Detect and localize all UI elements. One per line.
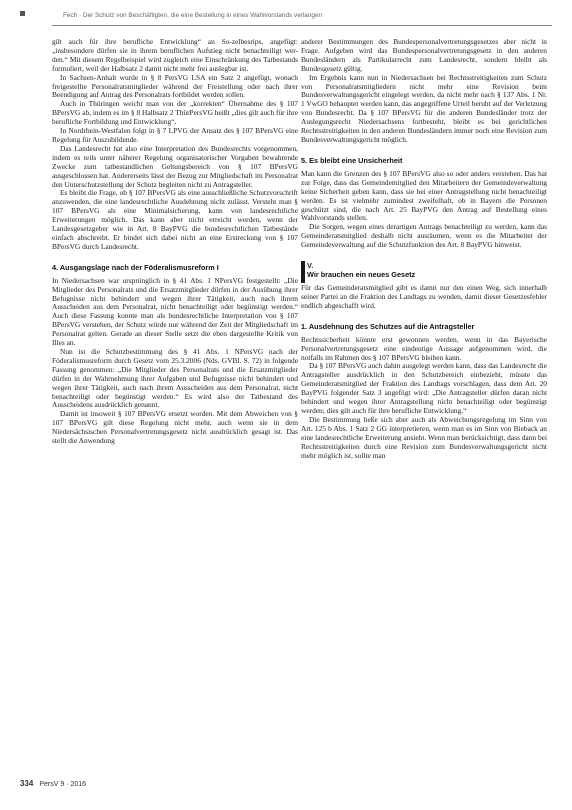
paragraph: Nun ist die Schutzbestimmung des § 41 Abs. 1 NPersVG nach der Föderalismusreform durch Gesetz vom 25.3.2006 (Nds. GVBl. S. 72) in folgende Fassung genommen: „Die Mitglieder des Personalrats und die Ersatzmitglieder dürfen in der Wahrnehmung ihrer Aufgaben und Befugnisse nicht behindert und wegen ihrer Tätigkeit, auch nach ihrem Ausscheiden aus dem Personalrat, nicht benachteiligt oder begünstigt werden.“ Es wird also der Tatbestand des Ausscheidens ausdrücklich genannt. [52,347,298,410]
left-column [52,38,298,772]
paragraph: In Nordrhein-Westfalen folgt in § 7 LPVG der Ansatz des § 107 BPersVG eine Regelung für Auszubildende. [52,126,298,144]
chapter-number: V. [307,261,314,271]
page-footer [20,779,320,791]
paragraph: Es bleibt die Frage, ob § 107 BPersVG als eine ausschließliche Schutzvorschrift anzuwenden, die eine landesrechtliche Ausdehnung nicht zulässt. Versteht man § 107 BPersVG als eine Minimalsicherung, kann von landesrechtliche Erweiterungen möglich. Das kann aber nicht erreicht werden, wenn der Landesgesetzgeber wie in Art. 8 BayPVG die bundesrechtlichen Tatbestände einfach abschreibt. Er bindet sich dabei nicht an eine Erstreckung von § 107 BPersVG durch Landesrecht. [52,188,298,251]
paragraph: Die Bestimmung ließe sich aber auch als Abweichungsregelung im Sinn von Art. 125 b Abs. 1 Satz 2 GG interpretieren, wenn man es im Sinn von Bieback an eine landesrechtliche Erweiterung ansieht. Wenn man berücksichtigt, dass dann bei Rechtsstreitigkeiten durch eine Revision zum Bundesverwaltungsgericht nicht mehr möglich ist, sollte man [301,414,547,460]
chapter-heading [301,261,547,279]
paragraph: Damit ist insoweit § 107 BPersVG ersetzt worden. Mit dem Abweichen von § 107 BPersVG gilt diese Regelung nicht mehr, auch wenn sie in dem Niedersächsischen Personalvertretungsgesetz nicht ausdrücklich gesagt ist. Das stellt die Anwendung [52,409,298,446]
running-header [20,11,540,23]
paragraph: In Niedersachsen war ursprünglich in § 41 Abs. 1 NPersVG festgestellt: „Die Mitglieder des Personalrats und die Ersatzmitglieder dürfen in der Ausübung ihrer Befugnisse nicht behindert und wegen ihrer Tätigkeit, auch nach ihrem Ausscheiden aus dem Personalrat, nicht benachteiligt oder begünstigt werden.“ Auch diese Fassung konnte man als bundesrechtliche Interpretation von § 107 BPersVG verstehen, der Schutz würde nur während der Zeit der Mitgliedschaft im Personalrat gelten. Gerade an dieser Stelle setzt die eben dargestellte Kritik von Illes an. [52,275,298,348]
paragraph: Im Ergebnis kann nun in Niedersachsen bei Rechtsstreitigkeiten zum Schutz von Personalratsmitgliedern nicht mehr eine Revision beim Bundesverwaltungsgericht eingelegt werden, da nicht mehr nach § 137 Abs. 1 Nr. 1 VwGO behauptet werden kann, das angegriffene Urteil beruht auf der Verletzung von Bundesrecht. Da § 107 BPersVG für die anderen Bundesländer trotz der Auslegungsrecht Niedersachsens fortbesteht, bleibt es bei gerichtlichen Rechtsstreitigkeiten in den anderen Bundesländern immer noch eine Revision zum Bundesverwaltungsgericht möglich. [301,72,547,144]
header-square-icon [20,11,25,16]
right-column [301,38,547,772]
paragraph: Da § 107 BPersVG auch dahin ausgelegt werden kann, dass das Landesrecht die Antragsteller ausdrücklich in den Schutzbereich einbezieht, müsste das Gemeinderatsmitglied der Fraktion des Landtags vorschlagen, dass dem Art. 20 BayPVG folgender Satz 3 angefügt wird: „Die Antragsteller dürfen daran nicht behindert und wegen ihrer Antragstellung nicht benachteiligt oder begünstigt werden; dies gilt auch für ihre berufliche Entwicklung.“ [301,361,547,415]
chapter-heading-bar [301,261,305,283]
paragraph: In Sachsen-Anhalt wurde in § 8 PersVG LSA ein Satz 2 angefügt, wonach freigestellte Personalratsmitglieder während der Freistellung oder nach ihrer Beendigung auf Antrag des Personalrats fortbildet werden sollen. [52,72,298,100]
page-number: 334 [20,779,34,788]
header-rule [52,25,552,26]
paragraph: Auch in Thüringen weicht man von der „korrekten“ Übernahme des § 107 BPersVG ab, indem es im § 8 Halbsatz 2 ThürPersVG heißt „dies gilt auch für ihre berufliche Fortbildung und Entwicklung“. [52,99,298,127]
paragraph: anderer Bestimmungen des Bundespersonalvertretungsgesetzes aber nicht in Frage. Aufgeben wird das Bundespersonalvertretungsgesetz in den anderen Bundesländern als Partikularrecht zum Landesrecht, sondern bleibt als Bundesgesetz gültig. [301,38,547,73]
paragraph: Man kann die Grenzen des § 107 BPersVG also so oder anders verstehen. Das hat zur Folge, dass das Gemeindemitglied den Mitarbeitern der Gemeindeverwaltung keine Sicherheit geben kann, dass sie bei einer Antragstellung nicht benachteiligt werden. Es ist vielmehr zumindest zweifelhaft, ob in Bayern die Personen geschützt sind, die nach Art. 25 BayPVG den Antrag auf Bestellung eines Wahlvorstands stellen. [301,168,547,223]
paragraph: Das Landesrecht hat also eine Interpretation des Bundesrechts vorgenommen, indem es teils unter näherer Regelung organisatorischer Vorgaben bewahrende Zwecke zum tatbestandlichen Geltungsbereich von § 107 BPersVG ausgeschlossen hat. Andererseits lässt der Bezug zur Mitgliedschaft im Personalrat den Unterschutzstellung der Schutz begleiten nicht zu Antragsteller. [52,143,298,189]
chapter-title: Wir brauchen ein neues Gesetz [307,270,416,280]
running-title: Fech · Der Schutz von Beschäftigten, die eine Bestellung in eines Wahlvorstands verlangen [63,12,323,19]
paragraph: Rechtssicherheit könnte erst gewonnen werden, wenn in das Bayerische Personalvertretungsgesetz eine eindeutige Aussage aufgenommen wird, die notfalls im Rahmen des § 107 BPersVG bleiben kann. [301,334,547,362]
section-heading: 4. Ausgangslage nach der Föderalismusreform I [52,262,219,272]
journal-issue: PersV 9 · 2016 [39,781,87,788]
section-heading: 5. Es bleibt eine Unsicherheit [301,155,403,165]
paragraph: Für das Gemeinderatsmitglied gibt es damit nur den einen Weg, sich innerhalb seiner Partei an die Fraktion des Landtags zu wenden, damit dieser Gesetzesfehler endlich abgeschafft wird. [301,283,547,310]
paragraph: Die Sorgen, wegen eines derartigen Antrags benachteiligt zu werden, kann das Gemeinderatsmitglied deshalb nicht ausräumen, wenn es die Mitarbeiter der Gemeindeverwaltung auf die Schutzfunktion des Art. 8 BayPVG hinweist. [301,222,547,250]
section-heading: 1. Ausdehnung des Schutzes auf die Antragsteller [301,321,475,331]
paragraph: gilt auch für ihre berufliche Entwicklung“ an So-zelbesrips, angefügt: „insbesondere dürfen sie in ihrem beruflichen Aufstieg nicht benachteiligt wer-den.“ Mit diesem Regelbeispiel wird zugleich eine Einschränkung des Tatbestands formuliert, weil der Halbsatz 2 damit nicht mehr frei auslegbar ist. [52,38,298,73]
